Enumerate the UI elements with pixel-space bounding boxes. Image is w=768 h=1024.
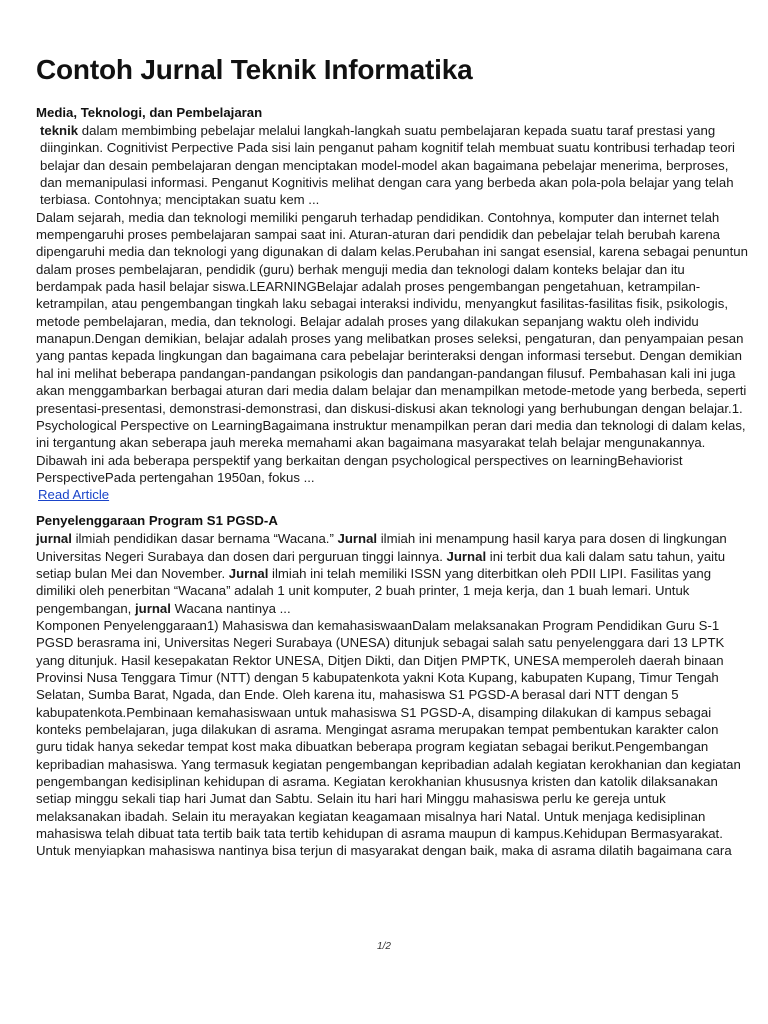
article-media-teknologi bbox=[36, 104, 748, 504]
article-intro-text: Wacana nantinya ... bbox=[170, 600, 291, 616]
highlighted-keyword: jurnal bbox=[36, 531, 72, 547]
article-heading: Penyelenggaraan Program S1 PGSD-A bbox=[36, 513, 278, 529]
read-article-link[interactable]: Read Article bbox=[38, 487, 110, 503]
article-intro-text: ilmiah ini menampung hasil karya para dosen di lingkungan Universitas Negeri Surabaya dan dosen dari perguruan tinggi lainnya. bbox=[36, 531, 727, 564]
article-intro bbox=[36, 122, 748, 209]
highlighted-keyword: Jurnal bbox=[337, 531, 378, 547]
article-heading: Media, Teknologi, dan Pembelajaran bbox=[36, 105, 263, 120]
highlighted-keyword: Jurnal bbox=[446, 548, 487, 564]
article-intro-text: dalam membimbing pebelajar melalui langkah-langkah suatu pembelajaran kepada suatu taraf prestasi yang diinginkan. Cognitivist Perpective Pada sisi lain penganut paham kognitif telah membuat suatu kontribusi terhadap teori belajar dan desain pembelajaran dengan menciptakan model-model akan bagaimana pebelajar menerima, berproses, dan memanipulasi informasi. Penganut Kognitivis melihat dengan cara yang berbeda akan pola-pola belajar yang telah terbiasa. Contohnya; menciptakan suatu kem ... bbox=[40, 123, 735, 208]
highlighted-keyword: jurnal bbox=[135, 600, 171, 616]
document-page bbox=[36, 54, 748, 860]
article-body: Dalam sejarah, media dan teknologi memiliki pengaruh terhadap pendidikan. Contohnya, komputer dan internet telah mempengaruhi proses pembelajaran sampai saat ini. Aturan-aturan dari pendidik dan pebelajar telah berubah karena dipengaruhi media dan teknologi yang digunakan di dalam kelas.Perubahan ini sangat esensial, karena sebagai penuntun dalam proses pembelajaran, pendidik (guru) berhak menguji media dan teknologi dalam konteks belajar dan itu berdampak pada hasil belajar siswa.LEARNINGBelajar adalah proses pengembangan pengetahuan, ketrampilan-ketrampilan, atau pengembangan tingkah laku sebagai interaksi individu, menyangkut fasilitas-fasilitas fisik, psikologis, metode pembelajaran, media, dan teknologi. Belajar adalah proses yang dilakukan sepanjang waktu oleh individu manapun.Dengan demikian, belajar adalah proses yang melibatkan proses seleksi, pengaturan, dan penyampaian pesan yang pantas kepada lingkungan dan bagaimana cara pebelajar berinteraksi dengan informasi tersebut. Dengan demikian hal ini melihat beberapa pandangan-pandangan psikologis dan pandangan-pandangan filusuf. Pembahasan kali ini juga akan menggambarkan berbagai aturan dari media dalam belajar dan menampilkan metode-metode yang berbeda, seperti presentasi-presentasi, demonstrasi-demonstrasi, dan diskusi-diskusi akan teknologi yang berhubungan dengan belajar.1. Psychological Perspective on LearningBagaimana instruktur menampilkan peran dari media dan teknologi di dalam kelas, ini tergantung akan seberapa jauh mereka memahami akan bagaimana masyarakat telah belajar mengunakannya. Dibawah ini ada beberapa perspektif yang berkaitan dengan psychological perspectives on learningBehaviorist PerspectivePada pertengahan 1950an, fokus ... bbox=[36, 209, 748, 485]
highlighted-keyword: teknik bbox=[40, 123, 79, 138]
article-intro bbox=[36, 530, 748, 617]
article-pgsd bbox=[36, 512, 748, 860]
article-body: Komponen Penyelenggaraan1) Mahasiswa dan kemahasiswaanDalam melaksanakan Program Pendidikan Guru S-1 PGSD berasrama ini, Universitas Negeri Surabaya (UNESA) ditunjuk sebagai salah satu penyelenggara dari 13 LPTK yang ditunjuk. Hasil kesepakatan Rektor UNESA, Ditjen Dikti, dan Ditjen PMPTK, UNESA memperoleh daerah binaan Provinsi Nusa Tenggara Timur (NTT) dengan 5 kabupatenkota yakni Kota Kupang, kabupaten Kupang, Timur Tengah Selatan, Sumba Barat, Ngada, dan Ende. Oleh karena itu, mahasiswa S1 PGSD-A berasal dari NTT dengan 5 kabupatenkota.Pembinaan kemahasiswaan untuk mahasiswa S1 PGSD-A, disamping dilakukan di kampus sebagai konteks pembelajaran, juga dilakukan di asrama. Mengingat asrama merupakan tempat pembentukan karakter calon guru tidak hanya sekedar tempat kost maka dibuatkan beberapa program kegiatan sebagai berikut.Pengembangan kepribadian mahasiswa. Yang termasuk kegiatan pengembangan kepribadian adalah kegiatan kerokhanian dan kegiatan pengembangan kedisiplinan kehidupan di asrama. Kegiatan kerokhanian khususnya kristen dan katolik dilaksanakan setiap minggu sekali tiap hari Jumat dan Sabtu. Selain itu hari hari Minggu mahasiswa perlu ke gereja untuk melaksanakan ibadah. Selain itu merayakan kegiatan keagamaan misalnya hari Natal. Untuk menjaga kedisiplinan mahasiswa telah dibuat tata tertib baik tata tertib kehidupan di asrama maupun di kampus.Kehidupan Bermasyarakat. Untuk menyiapkan mahasiswa nantinya bisa terjun di masyarakat dengan baik, maka di asrama dilatih bagaimana cara bbox=[36, 617, 741, 859]
page-number: 1/2 bbox=[377, 941, 391, 952]
article-intro-text: ilmiah ini telah memiliki ISSN yang diterbitkan oleh PDII LIPI. Fasilitas yang dimiliki oleh penerbitan “Wacana” adalah 1 unit komputer, 2 buah printer, 1 meja kerja, dan 1 buah lemari. Untuk pengembangan, bbox=[36, 565, 712, 616]
highlighted-keyword: Jurnal bbox=[228, 565, 269, 581]
page-title: Contoh Jurnal Teknik Informatika bbox=[36, 54, 473, 85]
article-intro-text: ilmiah pendidikan dasar bernama “Wacana.” bbox=[71, 531, 338, 547]
article-intro-text: ini terbit dua kali dalam satu tahun, yaitu setiap bulan Mei dan November. bbox=[36, 548, 726, 581]
